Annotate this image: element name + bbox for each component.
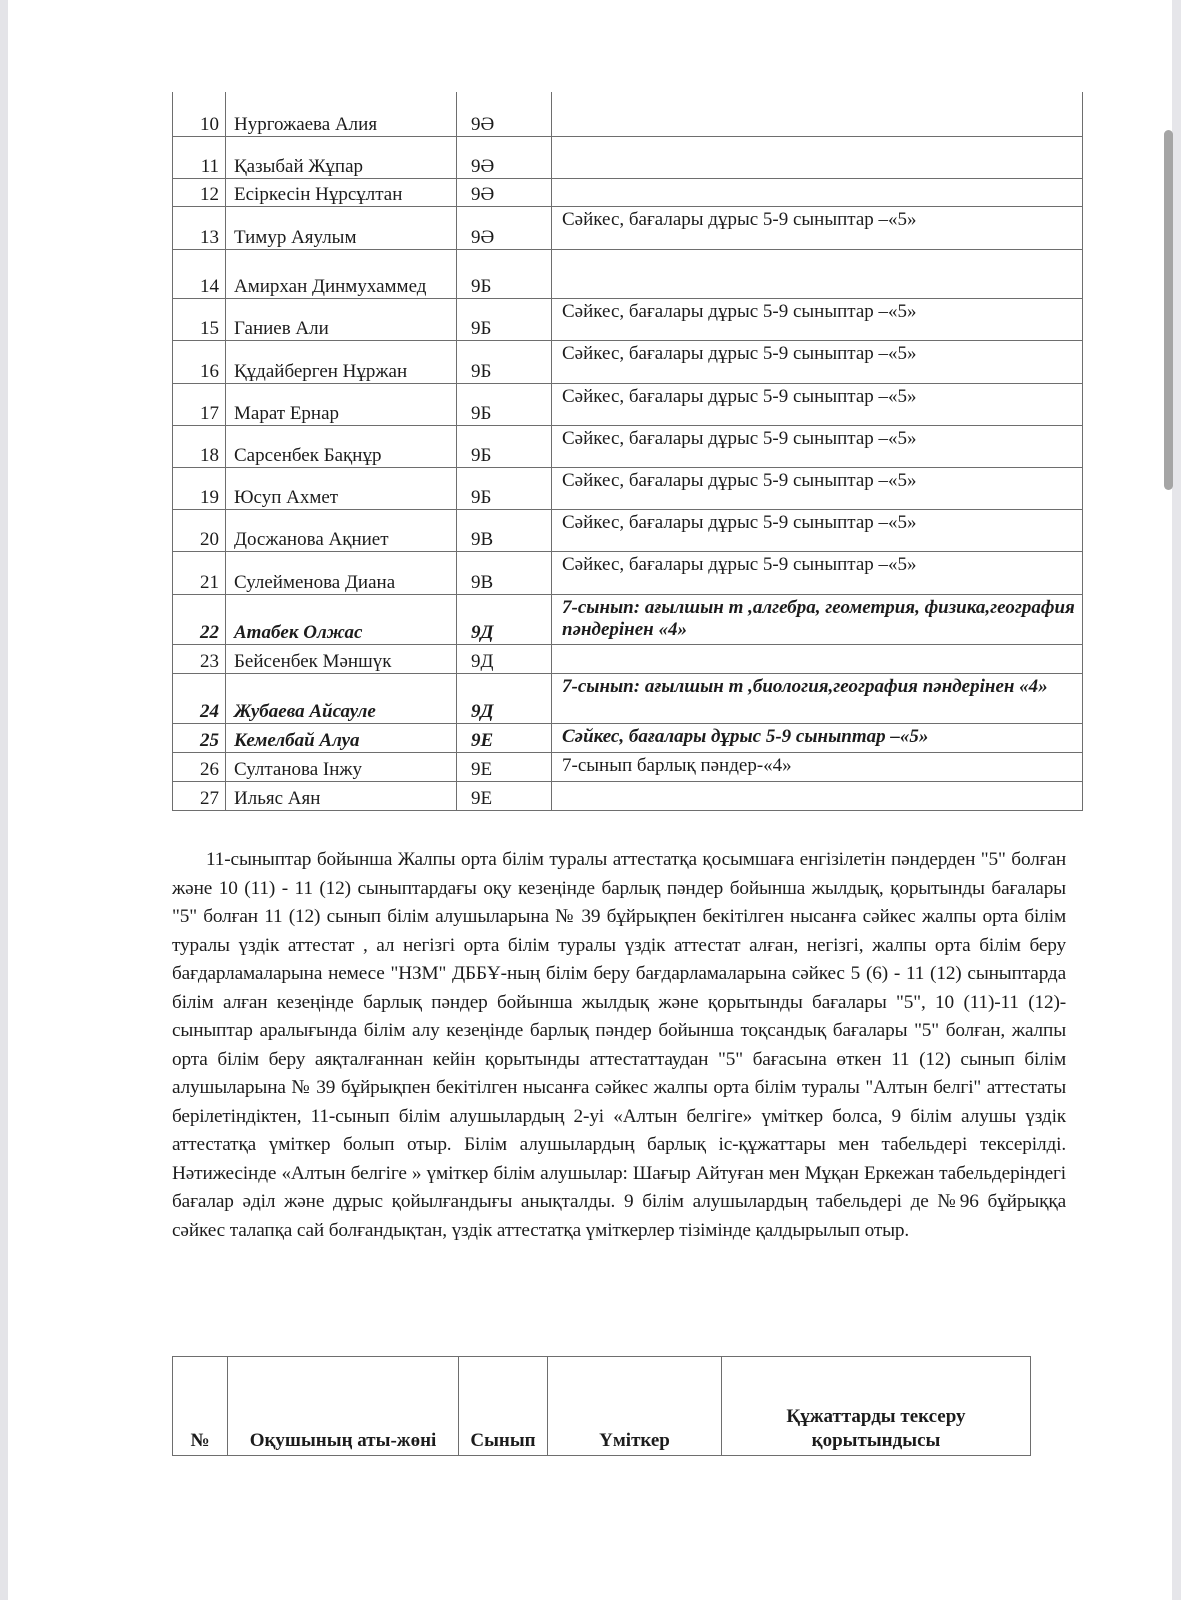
row-number: 14 [173, 249, 226, 298]
table-row [173, 340, 1083, 383]
check-note: Сәйкес, бағалары дұрыс 5-9 сыныптар –«5» [552, 206, 1083, 249]
check-note: Сәйкес, бағалары дұрыс 5-9 сыныптар –«5» [552, 509, 1083, 551]
student-name: Құдайберген Нұржан [226, 340, 457, 383]
table-row [173, 425, 1083, 467]
table-header-row [173, 1357, 1031, 1456]
check-note: 7-сынып: ағылшын т ,алгебра, геометрия, физика,география пәндерінен «4» [552, 594, 1083, 644]
check-note [552, 136, 1083, 178]
table-row [173, 92, 1083, 136]
class-label: 9Б [457, 340, 552, 383]
student-name: Ильяс Аян [226, 781, 457, 810]
student-name: Султанова Інжу [226, 752, 457, 781]
header-number: № [173, 1357, 228, 1456]
row-number: 15 [173, 298, 226, 340]
table-row [173, 594, 1083, 644]
table-row [173, 136, 1083, 178]
check-note: 7-сынып: ағылшын т ,биология,география пәндерінен «4» [552, 673, 1083, 723]
header-candidate: Үміткер [548, 1357, 722, 1456]
check-note: Сәйкес, бағалары дұрыс 5-9 сыныптар –«5» [552, 298, 1083, 340]
class-label: 9В [457, 551, 552, 594]
header-class: Сынып [459, 1357, 548, 1456]
student-name: Жубаева Айсауле [226, 673, 457, 723]
row-number: 12 [173, 178, 226, 206]
row-number: 17 [173, 383, 226, 425]
check-note: Сәйкес, бағалары дұрыс 5-9 сыныптар –«5» [552, 467, 1083, 509]
check-note: Сәйкес, бағалары дұрыс 5-9 сыныптар –«5» [552, 723, 1083, 752]
student-name: Сулейменова Диана [226, 551, 457, 594]
class-label: 9Д [457, 594, 552, 644]
class-label: 9Д [457, 644, 552, 673]
student-name: Кемелбай Алуа [226, 723, 457, 752]
class-label: 9Б [457, 383, 552, 425]
row-number: 19 [173, 467, 226, 509]
table-row [173, 644, 1083, 673]
class-label: 9Ә [457, 178, 552, 206]
vertical-scrollbar[interactable] [1164, 130, 1173, 490]
student-name: Есіркесін Нұрсұлтан [226, 178, 457, 206]
check-note [552, 644, 1083, 673]
table-row [173, 752, 1083, 781]
student-name: Сарсенбек Бақнұр [226, 425, 457, 467]
class-label: 9Б [457, 425, 552, 467]
students-table [172, 92, 1083, 811]
row-number: 10 [173, 92, 226, 136]
check-note [552, 178, 1083, 206]
check-note [552, 92, 1083, 136]
table-row [173, 178, 1083, 206]
row-number: 26 [173, 752, 226, 781]
summary-paragraph: 11-сыныптар бойынша Жалпы орта білім туралы аттестатқа қосымшаға енгізілетін пәндерден "5" болған және 10 (11) - 11 (12) сыныптардағы оқу кезеңінде барлық пәндер бойынша жылдық, қорытынды бағалары "5" болған 11 (12) сынып білім алушыларына № 39 бұйрықпен бекітілген нысанға сәйкес жалпы орта білім туралы үздік аттестат , ал негізгі орта білім туралы үздік аттестат алған, негізгі, жалпы орта білім беру бағдарламаларына немесе "НЗМ" ДББҰ-ның білім беру бағдарламаларына сәйкес 5 (6) - 11 (12) сыныптарда білім алған кезеңінде барлық пәндер бойынша жылдық және қорытынды бағалары "5", 10 (11)-11 (12)-сыныптар аралығында білім алу кезеңінде барлық пәндер бойынша тоқсандық бағалары "5" болған, жалпы орта білім беру аяқталғаннан кейін қорытынды аттестаттаудан "5" бағасына өткен 11 (12) сынып білім алушыларына № 39 бұйрықпен бекітілген нысанға сәйкес жалпы орта білім туралы "Алтын белгі" аттестаты берілетіндіктен, 11-сынып білім алушылардың 2-уі «Алтын белгіге» үміткер болса, 9 білім алушы үздік аттестатқа үміткер болып отыр. Білім алушылардың барлық іс-құжаттары мен табельдері тексерілді. Нәтижесінде «Алтын белгіге » үміткер білім алушылар: Шағыр Айтуған мен Мұқан Еркежан табельдеріндегі бағалар әділ және дұрыс қойылғандығы анықталды. 9 білім алушылардың табельдері де №96 бұйрыққа сәйкес талапқа сай болғандықтан, үздік аттестатқа үміткерлер тізімінде қалдырылып отыр. [172, 849, 1066, 1241]
class-label: 9Ә [457, 92, 552, 136]
check-note: 7-сынып барлық пәндер-«4» [552, 752, 1083, 781]
table-row [173, 551, 1083, 594]
row-number: 25 [173, 723, 226, 752]
check-note: Сәйкес, бағалары дұрыс 5-9 сыныптар –«5» [552, 551, 1083, 594]
row-number: 20 [173, 509, 226, 551]
row-number: 16 [173, 340, 226, 383]
student-name: Тимур Аяулым [226, 206, 457, 249]
table-row [173, 206, 1083, 249]
table-row [173, 509, 1083, 551]
row-number: 27 [173, 781, 226, 810]
student-name: Ганиев Али [226, 298, 457, 340]
student-name: Нургожаева Алия [226, 92, 457, 136]
table-row [173, 298, 1083, 340]
class-label: 9Д [457, 673, 552, 723]
page-left-edge [0, 0, 8, 1600]
table-row [173, 781, 1083, 810]
row-number: 11 [173, 136, 226, 178]
check-note: Сәйкес, бағалары дұрыс 5-9 сыныптар –«5» [552, 425, 1083, 467]
class-label: 9Е [457, 723, 552, 752]
header-student-name: Оқушының аты-жөні [228, 1357, 459, 1456]
student-name: Амирхан Динмухаммед [226, 249, 457, 298]
student-name: Қазыбай Жұпар [226, 136, 457, 178]
check-note: Сәйкес, бағалары дұрыс 5-9 сыныптар –«5» [552, 383, 1083, 425]
class-label: 9Е [457, 752, 552, 781]
class-label: 9Б [457, 298, 552, 340]
row-number: 13 [173, 206, 226, 249]
row-number: 23 [173, 644, 226, 673]
table-row [173, 723, 1083, 752]
class-label: 9Ә [457, 206, 552, 249]
student-name: Юсуп Ахмет [226, 467, 457, 509]
class-label: 9В [457, 509, 552, 551]
table-row [173, 249, 1083, 298]
row-number: 24 [173, 673, 226, 723]
class-label: 9Ә [457, 136, 552, 178]
table-row [173, 467, 1083, 509]
student-name: Бейсенбек Мәншүк [226, 644, 457, 673]
student-name: Атабек Олжас [226, 594, 457, 644]
class-label: 9Б [457, 249, 552, 298]
student-name: Досжанова Ақниет [226, 509, 457, 551]
row-number: 21 [173, 551, 226, 594]
table-row [173, 673, 1083, 723]
candidates-table-header [172, 1356, 1031, 1456]
class-label: 9Б [457, 467, 552, 509]
row-number: 22 [173, 594, 226, 644]
table-row [173, 383, 1083, 425]
check-note [552, 781, 1083, 810]
row-number: 18 [173, 425, 226, 467]
header-check-result: Құжаттарды тексеру қорытындысы [722, 1357, 1031, 1456]
student-name: Марат Ернар [226, 383, 457, 425]
check-note: Сәйкес, бағалары дұрыс 5-9 сыныптар –«5» [552, 340, 1083, 383]
page-right-edge [1172, 0, 1181, 1600]
check-note [552, 249, 1083, 298]
class-label: 9Е [457, 781, 552, 810]
